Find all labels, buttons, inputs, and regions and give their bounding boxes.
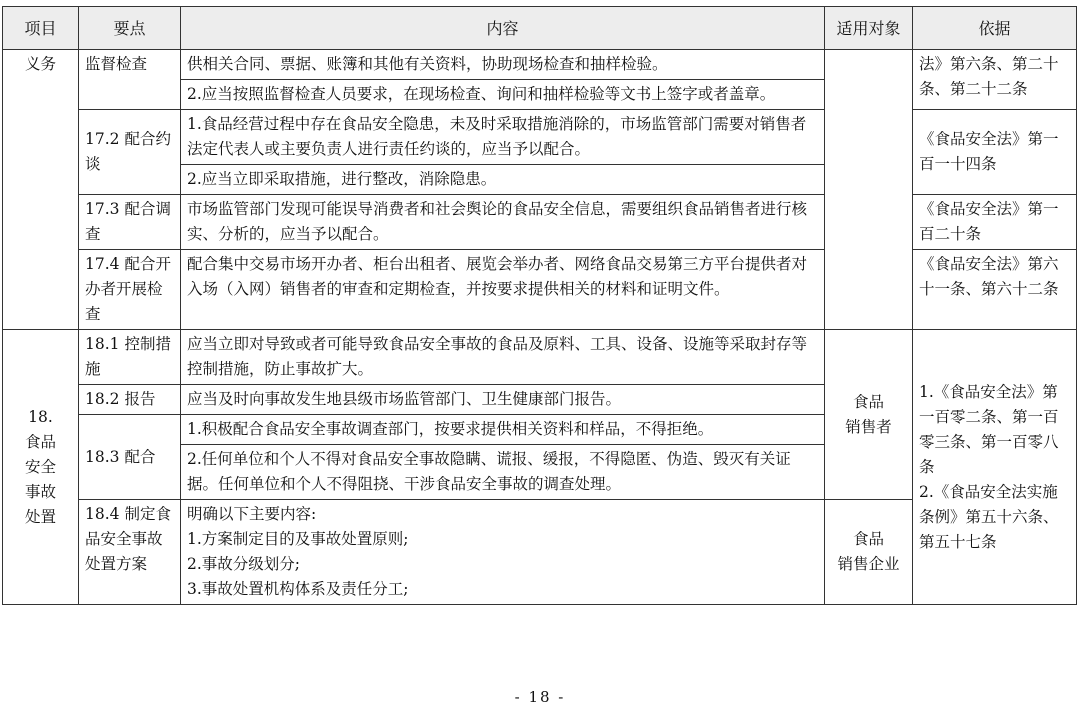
- target-cell: [825, 500, 913, 605]
- table-row: [3, 195, 1077, 250]
- basis-item: 2.《食品安全法实施条例》第五十六条、第五十七条: [919, 482, 1059, 551]
- content-line: 1.方案制定目的及事故处置原则;: [187, 530, 409, 548]
- content-cell: 配合集中交易市场开办者、柜台出租者、展览会举办者、网络食品交易第三方平台提供者对入场（入网）销售者的审查和定期检查，并按要求提供相关的材料和证明文件。: [181, 250, 825, 330]
- point-cell: 17.2 配合约谈: [79, 110, 181, 195]
- header-point: 要点: [79, 7, 181, 50]
- regulation-table: [2, 6, 1077, 605]
- basis-item: 1.《食品安全法》第一百零二条、第一百零三条、第一百零八条: [919, 382, 1059, 476]
- content-cell: 2.应当立即采取措施，进行整改，消除隐患。: [181, 165, 825, 195]
- header-content: 内容: [181, 7, 825, 50]
- target-cell: [825, 330, 913, 500]
- content-line: 2.事故分级划分;: [187, 555, 301, 573]
- target-cell: [825, 50, 913, 330]
- point-cell: 18.2 报告: [79, 385, 181, 415]
- content-line: 明确以下主要内容:: [187, 505, 317, 523]
- basis-cell: [913, 330, 1077, 605]
- page-number: - 18 -: [514, 688, 566, 706]
- point-cell: 17.3 配合调查: [79, 195, 181, 250]
- project-name-line: 食品: [24, 432, 56, 451]
- project-name-line: 安全: [24, 457, 56, 476]
- content-cell: 供相关合同、票据、账簿和其他有关资料，协助现场检查和抽样检验。: [181, 50, 825, 80]
- content-cell: 市场监管部门发现可能误导消费者和社会舆论的食品安全信息，需要组织食品销售者进行核实、分析的，应当予以配合。: [181, 195, 825, 250]
- point-cell: 18.3 配合: [79, 415, 181, 500]
- project-name-line: 处置: [24, 507, 56, 526]
- target-line: 食品: [852, 530, 884, 548]
- content-cell: 2.任何单位和个人不得对食品安全事故隐瞒、谎报、缓报，不得隐匿、伪造、毁灭有关证据。任何单位和个人不得阻挠、干涉食品安全事故的调查处理。: [181, 445, 825, 500]
- content-line: 3.事故处置机构体系及责任分工;: [187, 580, 409, 598]
- project-name-line: 事故: [24, 482, 56, 501]
- project-cell: 义务: [3, 50, 79, 330]
- point-cell: 18.4 制定食品安全事故处置方案: [79, 500, 181, 605]
- header-row: [3, 7, 1077, 50]
- target-line: 销售者: [845, 417, 892, 436]
- point-cell: 18.1 控制措施: [79, 330, 181, 385]
- point-cell: 监督检查: [79, 50, 181, 110]
- basis-cell: 《食品安全法》第六十一条、第六十二条: [913, 250, 1077, 330]
- header-project: 项目: [3, 7, 79, 50]
- project-18-cell: [3, 330, 79, 605]
- target-line: 食品: [852, 392, 884, 411]
- basis-cell: 《食品安全法》第一百二十条: [913, 195, 1077, 250]
- basis-cell: 《食品安全法》第一百一十四条: [913, 110, 1077, 195]
- point-cell: 17.4 配合开办者开展检查: [79, 250, 181, 330]
- content-cell: 1.食品经营过程中存在食品安全隐患，未及时采取措施消除的，市场监管部门需要对销售者法定代表人或主要负责人进行责任约谈的，应当予以配合。: [181, 110, 825, 165]
- table-row: [3, 110, 1077, 165]
- project-number: 18.: [28, 407, 53, 426]
- target-line: 销售企业: [837, 555, 900, 573]
- header-basis: 依据: [913, 7, 1077, 50]
- content-cell: 应当及时向事故发生地县级市场监管部门、卫生健康部门报告。: [181, 385, 825, 415]
- basis-cell: 法》第六条、第二十条、第二十二条: [913, 50, 1077, 110]
- content-cell: [181, 500, 825, 605]
- content-cell: 2.应当按照监督检查人员要求，在现场检查、询问和抽样检验等文书上签字或者盖章。: [181, 80, 825, 110]
- table-row: [3, 250, 1077, 330]
- content-cell: 1.积极配合食品安全事故调查部门，按要求提供相关资料和样品，不得拒绝。: [181, 415, 825, 445]
- content-cell: 应当立即对导致或者可能导致食品安全事故的食品及原料、工具、设备、设施等采取封存等控制措施，防止事故扩大。: [181, 330, 825, 385]
- table-row: [3, 330, 1077, 385]
- header-target: 适用对象: [825, 7, 913, 50]
- table-row: [3, 50, 1077, 80]
